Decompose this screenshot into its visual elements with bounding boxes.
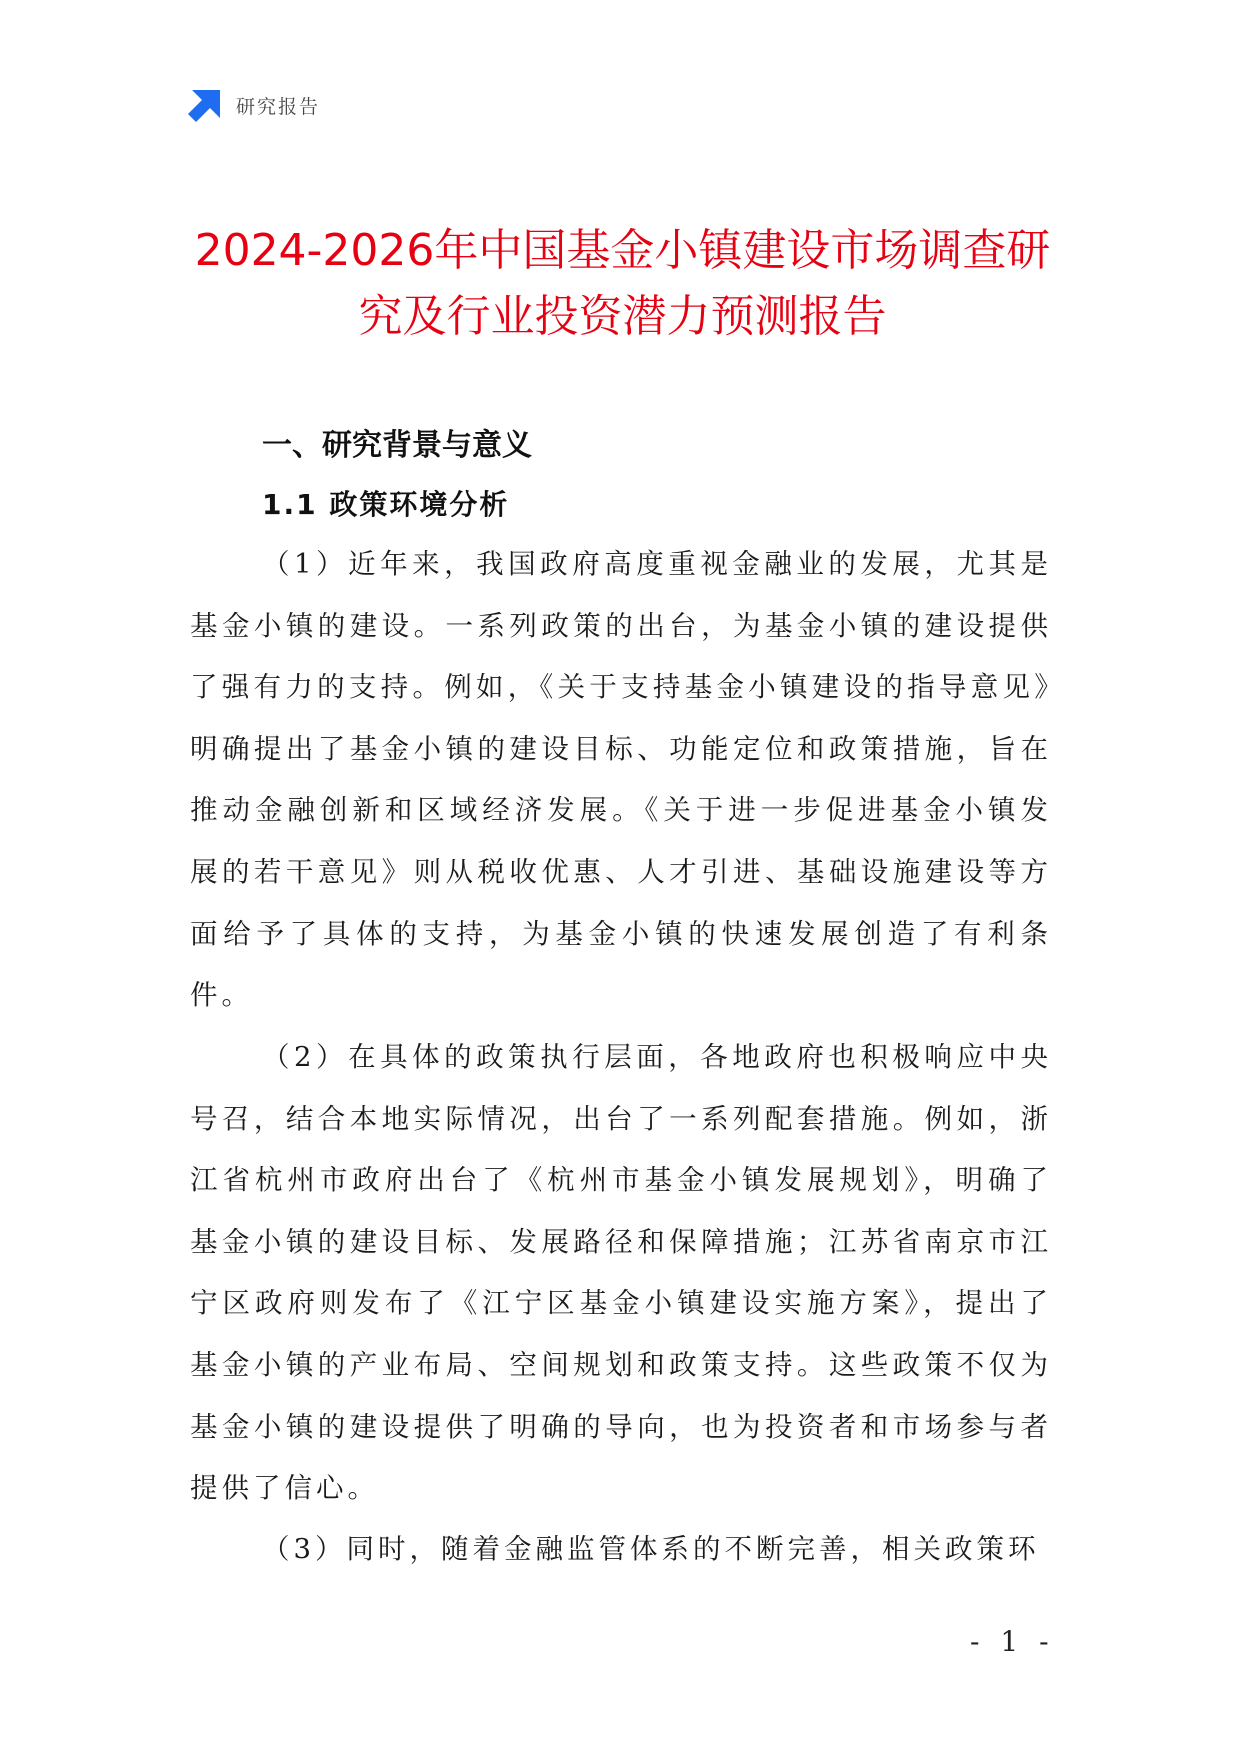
header-label: 研究报告	[236, 95, 321, 118]
section-heading: 一、研究背景与意义	[262, 428, 532, 463]
page-number: - 1 -	[970, 1625, 1055, 1658]
paragraph-2	[190, 1027, 1052, 1520]
paragraph-text: 近年来，我国政府高度重视金融业的发展，尤其是基金小镇的建设。一系列政策的出台，为基金小镇的建设提供了强有力的支持。例如，《关于支持基金小镇建设的指导意见》明确提出了基金小镇的建设目标、功能定位和政策措施，旨在推动金融创新和区域经济发展。《关于进一步促进基金小镇发展的若干意见》则从税收优惠、人才引进、基础设施建设等方面给予了具体的支持，为基金小镇的快速发展创造了有利条件。	[190, 548, 1052, 1012]
paragraph-number: （3）	[262, 1533, 347, 1565]
report-header	[188, 88, 320, 122]
paragraph-1	[190, 534, 1052, 1027]
sub-heading: 1.1 政策环境分析	[262, 488, 510, 521]
title-line-2: 究及行业投资潜力预测报告	[358, 291, 887, 342]
paragraph-number: （1）	[262, 548, 349, 580]
title-line-1: 2024-2026年中国基金小镇建设市场调查研	[194, 225, 1051, 276]
paragraph-text: 在具体的政策执行层面，各地政府也积极响应中央号召，结合本地实际情况，出台了一系列配套措施。例如，浙江省杭州市政府出台了《杭州市基金小镇发展规划》，明确了基金小镇的建设目标、发展路径和保障措施；江苏省南京市江宁区政府则发布了《江宁区基金小镇建设实施方案》，提出了基金小镇的产业布局、空间规划和政策支持。这些政策不仅为基金小镇的建设提供了明确的导向，也为投资者和市场参与者提供了信心。	[190, 1041, 1052, 1505]
paragraph-text: 同时，随着金融监管体系的不断完善，相关政策环	[346, 1533, 1040, 1565]
arrow-up-right-icon	[188, 88, 222, 122]
paragraph-3	[190, 1519, 1052, 1581]
paragraph-number: （2）	[262, 1041, 349, 1073]
document-title	[185, 218, 1060, 350]
